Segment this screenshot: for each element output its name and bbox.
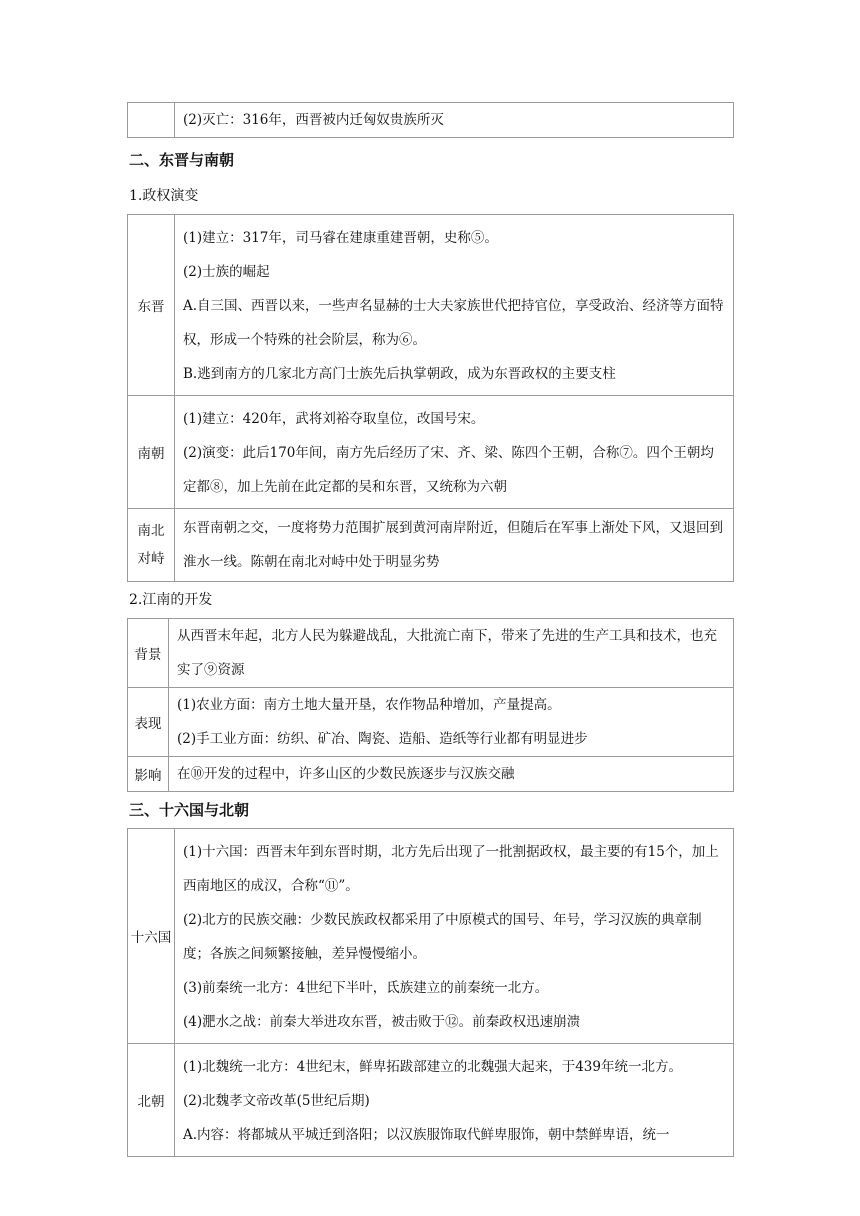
text-line: A.自三国、西晋以来，一些声名显赫的士大夫家族世代把持官位，享受政治、经济等方面特权，形成一个特殊的社会阶层，称为⑥。 bbox=[183, 298, 724, 348]
content-cell bbox=[169, 688, 734, 757]
text-line: (2)北方的民族交融：少数民族政权都采用了中原模式的国号、年号，学习汉族的典章制度；各族之间频繁接触，差异慢慢缩小。 bbox=[183, 912, 702, 962]
text-line: 从西晋末年起，北方人民为躲避战乱，大批流亡南下，带来了先进的生产工具和技术，也充实了⑨资源 bbox=[177, 628, 717, 678]
text-line: (1)十六国：西晋末年到东晋时期，北方先后出现了一批割据政权，最主要的有15个，加上西南地区的成汉，合称“⑪”。 bbox=[183, 844, 719, 894]
table-row bbox=[128, 619, 734, 688]
content-cell bbox=[175, 103, 734, 138]
section-heading: 二、东晋与南朝 bbox=[129, 151, 235, 169]
empty-label-cell bbox=[128, 103, 175, 138]
row-label: 影响 bbox=[128, 757, 169, 792]
subsection-heading: 1.政权演变 bbox=[129, 188, 199, 204]
text-line: B.逃到南方的几家北方高门士族先后执掌朝政，成为东晋政权的主要支柱 bbox=[183, 366, 616, 382]
row-label-line: 对峙 bbox=[137, 551, 165, 567]
subsection-heading: 2.江南的开发 bbox=[129, 592, 213, 608]
north-table bbox=[127, 828, 734, 1157]
content-cell bbox=[175, 829, 734, 1044]
table-row bbox=[128, 1044, 734, 1157]
row-label: 十六国 bbox=[128, 829, 175, 1044]
table-row bbox=[128, 829, 734, 1044]
text-line: 东晋南朝之交，一度将势力范围扩展到黄河南岸附近，但随后在军事上渐处下风，又退回到淮水一线。陈朝在南北对峙中处于明显劣势 bbox=[183, 520, 723, 570]
text-line: (2)士族的崛起 bbox=[183, 264, 270, 280]
text-line: (2)演变：此后170年间，南方先后经历了宋、齐、梁、陈四个王朝，合称⑦。四个王朝均定都⑧，加上先前在此定都的吴和东晋，又统称为六朝 bbox=[183, 445, 714, 495]
text-line: (3)前秦统一北方：4世纪下半叶，氐族建立的前秦统一北方。 bbox=[183, 980, 549, 996]
text-line: (1)农业方面：南方土地大量开垦，农作物品种增加，产量提高。 bbox=[177, 697, 561, 713]
document-page bbox=[127, 102, 734, 1157]
text-line: (1)建立：420年，武将刘裕夺取皇位，改国号宋。 bbox=[183, 411, 485, 427]
regime-table bbox=[127, 214, 734, 582]
content-cell bbox=[169, 757, 734, 792]
row-label-line: 南北 bbox=[137, 523, 165, 539]
jiangnan-table bbox=[127, 618, 734, 792]
row-label bbox=[128, 509, 175, 582]
row-label: 北朝 bbox=[128, 1044, 175, 1157]
text-line: (4)淝水之战：前秦大举进攻东晋，被击败于⑫。前秦政权迅速崩溃 bbox=[183, 1014, 581, 1030]
section-heading: 三、十六国与北朝 bbox=[129, 801, 250, 819]
row-label: 南朝 bbox=[128, 396, 175, 509]
text-line: (1)北魏统一北方：4世纪末，鲜卑拓跋部建立的北魏强大起来，于439年统一北方。 bbox=[183, 1059, 682, 1075]
content-cell bbox=[175, 396, 734, 509]
content-cell bbox=[175, 509, 734, 582]
text-line: (2)手工业方面：纺织、矿冶、陶瓷、造船、造纸等行业都有明显进步 bbox=[177, 731, 588, 747]
top-table bbox=[127, 102, 734, 138]
table-row bbox=[128, 688, 734, 757]
table-row bbox=[128, 757, 734, 792]
table-row bbox=[128, 396, 734, 509]
row-label: 东晋 bbox=[128, 215, 175, 396]
table-row bbox=[128, 103, 734, 138]
text-line: (2)北魏孝文帝改革(5世纪后期) bbox=[183, 1093, 370, 1109]
row-label: 表现 bbox=[128, 688, 169, 757]
table-row bbox=[128, 509, 734, 582]
content-cell bbox=[175, 1044, 734, 1157]
text-line: 在⑩开发的过程中，许多山区的少数民族逐步与汉族交融 bbox=[177, 766, 515, 782]
text-line: A.内容：将都城从平城迁到洛阳；以汉族服饰取代鲜卑服饰，朝中禁鲜卑语，统一 bbox=[183, 1127, 670, 1143]
row-label: 背景 bbox=[128, 619, 169, 688]
content-cell bbox=[169, 619, 734, 688]
table-row bbox=[128, 215, 734, 396]
text-line: (1)建立：317年，司马睿在建康重建晋朝，史称⑤。 bbox=[183, 230, 498, 246]
text-line: (2)灭亡：316年，西晋被内迁匈奴贵族所灭 bbox=[183, 112, 444, 128]
content-cell bbox=[175, 215, 734, 396]
